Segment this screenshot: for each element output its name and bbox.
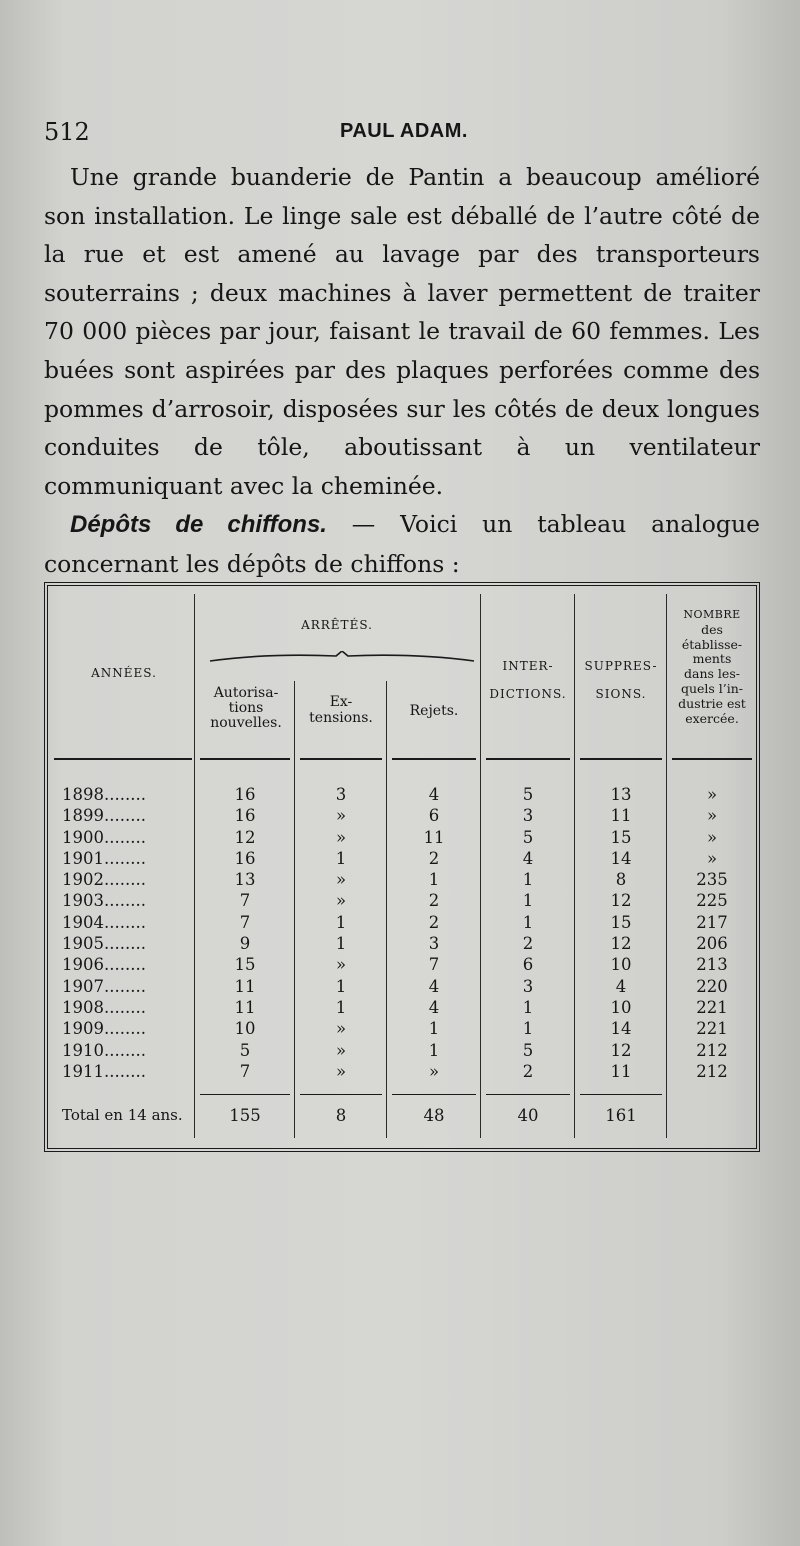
table-cell-rejets: 2 xyxy=(428,912,440,932)
table-cell-nombre: 213 xyxy=(696,955,728,975)
table-cell-rejets: » xyxy=(428,1061,440,1081)
table-cell-rejets: 2 xyxy=(428,848,440,868)
table-cell-autor: 12 xyxy=(234,827,256,847)
table-cell-suppr: 12 xyxy=(610,1040,632,1060)
table-cell-autor: 5 xyxy=(239,1040,251,1060)
table-cell-suppr: 11 xyxy=(610,806,632,826)
column-years xyxy=(62,784,196,1082)
table-cell-ext: 1 xyxy=(335,976,347,996)
paragraph-laundry: Une grande buanderie de Pantin a beaucoup amélioré son installation. Le linge sale est déballé de l’autre côté de la rue et est amené au lavage par des transporteurs souterrains ; deux machines à laver permettent de traiter 70 000 pièces par jour, faisant le travail de 60 femmes. Les buées sont aspirées par des plaques perforées comme des pommes d’arrosoir, disposées sur les côtés de deux longues conduites de tôle, aboutissant à un ventilateur communiquant avec la cheminée. xyxy=(44,163,760,500)
table-cell-suppr: 14 xyxy=(610,848,632,868)
total-rule xyxy=(200,1094,290,1095)
table-cell-interd: 1 xyxy=(522,870,534,890)
table-cell-ext: » xyxy=(335,870,347,890)
header-nombre-line: établisse- xyxy=(681,636,743,652)
column-rule xyxy=(574,594,575,1138)
table-cell-rejets: 1 xyxy=(428,1040,440,1060)
table-cell-ext: 1 xyxy=(335,934,347,954)
table-cell-year: 1907........ xyxy=(62,976,146,996)
table-cell-interd: 5 xyxy=(522,1040,534,1060)
header-suppressions-line: SIONS. xyxy=(595,687,647,701)
header-autorisations xyxy=(198,686,294,731)
table-cell-ext: » xyxy=(335,955,347,975)
table-cell-rejets: 6 xyxy=(428,806,440,826)
table-cell-nombre: » xyxy=(706,848,718,868)
table-cell-year: 1909........ xyxy=(62,1019,146,1039)
table-cell-suppr: 10 xyxy=(610,955,632,975)
table-cell-autor: 13 xyxy=(234,870,256,890)
table-cell-nombre: 206 xyxy=(696,934,728,954)
table-cell-nombre: 221 xyxy=(696,1019,728,1039)
table-cell-interd: 1 xyxy=(522,1019,534,1039)
table-cell-autor: 9 xyxy=(239,934,251,954)
header-interdictions-line: DICTIONS. xyxy=(489,687,567,701)
table-cell-nombre: » xyxy=(706,827,718,847)
body-text xyxy=(44,158,760,584)
table-cell-suppr: 11 xyxy=(610,1061,632,1081)
table-cell-ext: » xyxy=(335,1061,347,1081)
header-rule xyxy=(486,758,570,760)
table-cell-autor: 15 xyxy=(234,955,256,975)
header-rule xyxy=(300,758,382,760)
header-rejets: Rejets. xyxy=(409,703,459,719)
header-extensions-line: Ex- xyxy=(329,694,353,710)
table-cell-autor: 16 xyxy=(234,785,256,804)
table-cell-autor: 10 xyxy=(234,1019,256,1039)
table-cell-year: 1910........ xyxy=(62,1040,146,1060)
header-nombre xyxy=(668,608,756,726)
column-rule xyxy=(666,594,667,1138)
header-nombre-line: quels l’in- xyxy=(680,680,744,696)
paragraph-intro: — Voici un tableau analogue concernant les dépôts de chiffons : xyxy=(44,510,761,578)
column-extensions xyxy=(300,784,382,1082)
table-cell-autor: 16 xyxy=(234,848,256,868)
header-rule xyxy=(200,758,290,760)
total-autorisations: 155 xyxy=(229,1106,261,1125)
table-grid xyxy=(48,586,756,1148)
table-cell-rejets: 4 xyxy=(428,976,440,996)
table-cell-year: 1906........ xyxy=(62,955,146,975)
table-cell-rejets: 11 xyxy=(423,827,445,847)
column-rule xyxy=(386,681,387,1138)
total-rule xyxy=(300,1094,382,1095)
table-cell-interd: 6 xyxy=(522,955,534,975)
table-cell-year: 1899........ xyxy=(62,806,146,826)
header-interdictions-line: INTER- xyxy=(502,659,554,673)
table-cell-suppr: 4 xyxy=(615,976,627,996)
table-cell-ext: » xyxy=(335,1040,347,1060)
header-rule xyxy=(580,758,662,760)
table-cell-autor: 16 xyxy=(234,806,256,826)
table-cell-nombre: 220 xyxy=(696,976,728,996)
header-nombre-line: NOMBRE xyxy=(683,608,741,621)
table-cell-year: 1902........ xyxy=(62,870,146,890)
table-cell-year: 1905........ xyxy=(62,934,146,954)
rag-depots-table xyxy=(44,582,760,1152)
header-autorisations-line: nouvelles. xyxy=(210,715,282,731)
table-cell-suppr: 14 xyxy=(610,1019,632,1039)
table-cell-year: 1903........ xyxy=(62,891,146,911)
table-cell-nombre: » xyxy=(706,806,718,826)
table-cell-interd: 2 xyxy=(522,1061,534,1081)
column-interdictions xyxy=(486,784,570,1082)
table-cell-suppr: 12 xyxy=(610,891,632,911)
table-cell-suppr: 8 xyxy=(615,870,627,890)
table-cell-year: 1900........ xyxy=(62,827,146,847)
table-cell-rejets: 3 xyxy=(428,934,440,954)
table-cell-rejets: 1 xyxy=(428,1019,440,1039)
total-rule xyxy=(486,1094,570,1095)
table-cell-year: 1911........ xyxy=(62,1061,146,1081)
table-cell-suppr: 12 xyxy=(610,934,632,954)
page-number: 512 xyxy=(44,118,90,146)
table-cell-ext: » xyxy=(335,827,347,847)
header-suppressions xyxy=(576,652,666,708)
total-interdictions: 40 xyxy=(517,1106,539,1125)
column-rule xyxy=(480,594,481,1138)
table-cell-autor: 11 xyxy=(234,976,256,996)
header-autorisations-line: tions xyxy=(228,700,264,716)
table-cell-ext: » xyxy=(335,891,347,911)
column-autorisations xyxy=(200,784,290,1082)
total-label: Total en 14 ans. xyxy=(62,1106,183,1124)
table-cell-ext: 1 xyxy=(335,997,347,1017)
total-rejets: 48 xyxy=(423,1106,445,1125)
header-arretes: ARRÊTÉS. xyxy=(301,618,373,632)
table-cell-autor: 7 xyxy=(239,912,251,932)
table-cell-interd: 5 xyxy=(522,785,534,804)
page-header xyxy=(44,118,764,152)
table-cell-interd: 4 xyxy=(522,848,534,868)
table-cell-nombre: 217 xyxy=(696,912,728,932)
table-cell-interd: 1 xyxy=(522,891,534,911)
table-cell-year: 1898........ xyxy=(62,785,146,804)
table-cell-nombre: 212 xyxy=(696,1061,728,1081)
header-extensions xyxy=(296,694,386,726)
table-cell-autor: 7 xyxy=(239,891,251,911)
table-cell-interd: 3 xyxy=(522,806,534,826)
table-cell-rejets: 1 xyxy=(428,870,440,890)
header-interdictions xyxy=(482,652,574,708)
header-suppressions-line: SUPPRES- xyxy=(584,659,658,673)
table-cell-interd: 5 xyxy=(522,827,534,847)
header-nombre-line: dustrie est xyxy=(678,695,746,711)
header-nombre-line: ments xyxy=(692,651,732,667)
table-cell-ext: 3 xyxy=(335,785,347,804)
table-cell-suppr: 10 xyxy=(610,997,632,1017)
table-cell-suppr: 15 xyxy=(610,912,632,932)
table-cell-year: 1908........ xyxy=(62,997,146,1017)
table-cell-autor: 11 xyxy=(234,997,256,1017)
table-cell-rejets: 4 xyxy=(428,997,440,1017)
column-nombre xyxy=(674,784,750,1082)
table-cell-year: 1901........ xyxy=(62,848,146,868)
column-suppressions xyxy=(580,784,662,1082)
paragraph-rag-depots xyxy=(44,505,760,583)
table-cell-nombre: 225 xyxy=(696,891,728,911)
header-rule xyxy=(54,758,192,760)
header-rule xyxy=(672,758,752,760)
table-cell-interd: 1 xyxy=(522,997,534,1017)
table-cell-nombre: 212 xyxy=(696,1040,728,1060)
total-rule xyxy=(392,1094,476,1095)
total-suppressions: 161 xyxy=(605,1106,637,1125)
table-cell-year: 1904........ xyxy=(62,912,146,932)
table-cell-rejets: 2 xyxy=(428,891,440,911)
total-extensions: 8 xyxy=(335,1106,347,1125)
table-cell-nombre: 221 xyxy=(696,997,728,1017)
table-cell-interd: 3 xyxy=(522,976,534,996)
header-nombre-line: dans les- xyxy=(684,666,740,682)
header-extensions-line: tensions. xyxy=(309,710,373,726)
header-nombre-line: des xyxy=(701,621,723,637)
header-annees: ANNÉES. xyxy=(91,666,157,680)
total-rule xyxy=(580,1094,662,1095)
table-cell-ext: 1 xyxy=(335,848,347,868)
header-rule xyxy=(392,758,476,760)
table-cell-nombre: 235 xyxy=(696,870,728,890)
running-head: PAUL ADAM. xyxy=(340,120,468,142)
header-autorisations-line: Autorisa- xyxy=(213,685,279,701)
table-cell-suppr: 15 xyxy=(610,827,632,847)
table-cell-suppr: 13 xyxy=(610,785,632,804)
table-cell-autor: 7 xyxy=(239,1061,251,1081)
column-rule xyxy=(294,681,295,1138)
table-cell-ext: 1 xyxy=(335,912,347,932)
header-nombre-line: exercée. xyxy=(685,710,739,726)
table-cell-ext: » xyxy=(335,806,347,826)
column-rejets xyxy=(392,784,476,1082)
section-title: Dépôts de chiffons. xyxy=(70,511,327,539)
table-cell-ext: » xyxy=(335,1019,347,1039)
table-cell-rejets: 7 xyxy=(428,955,440,975)
table-cell-interd: 2 xyxy=(522,934,534,954)
header-brace xyxy=(208,651,476,663)
table-cell-interd: 1 xyxy=(522,912,534,932)
table-cell-nombre: » xyxy=(706,785,718,804)
table-cell-rejets: 4 xyxy=(428,785,440,804)
